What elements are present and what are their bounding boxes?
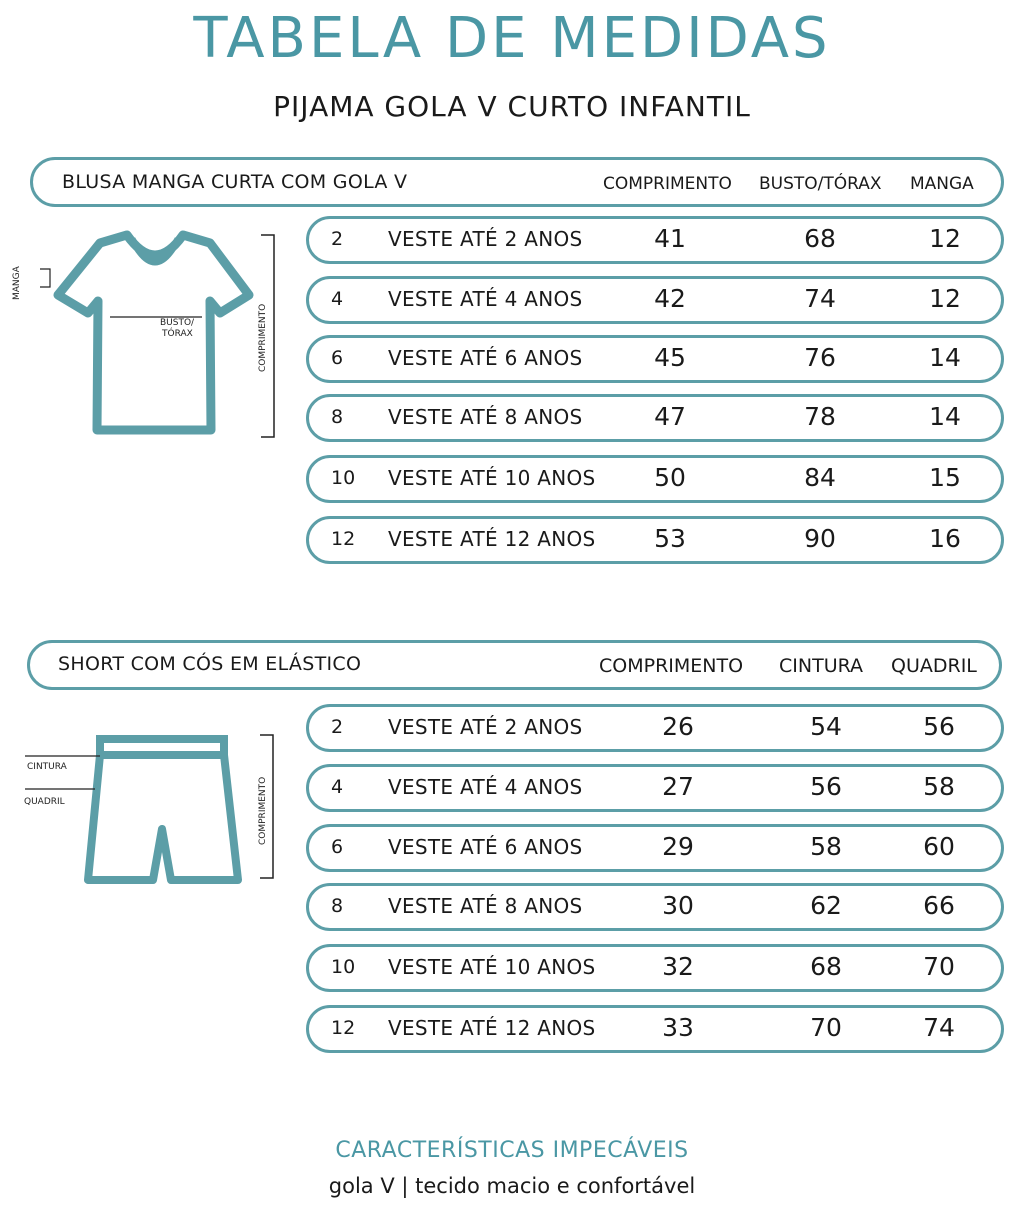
short-size-cell: 8 bbox=[331, 895, 344, 917]
page-title: TABELA DE MEDIDAS bbox=[193, 6, 831, 71]
short-measure-cell-2: 68 bbox=[810, 952, 842, 981]
blusa-col-manga: MANGA bbox=[910, 174, 974, 194]
tshirt-label-manga: MANGA bbox=[12, 266, 22, 300]
short-size-cell: 4 bbox=[331, 776, 344, 798]
blusa-col-comprimento: COMPRIMENTO bbox=[603, 174, 732, 194]
blusa-measure-cell-2: 78 bbox=[804, 402, 836, 431]
blusa-section-title: BLUSA MANGA CURTA COM GOLA V bbox=[62, 171, 408, 193]
blusa-measure-cell-3: 15 bbox=[929, 463, 961, 492]
blusa-size-cell: 4 bbox=[331, 288, 344, 310]
blusa-age-description-cell: VESTE ATÉ 2 ANOS bbox=[388, 227, 583, 251]
blusa-measure-cell-2: 90 bbox=[804, 524, 836, 553]
blusa-measure-cell-2: 74 bbox=[804, 284, 836, 313]
short-age-description-cell: VESTE ATÉ 12 ANOS bbox=[388, 1016, 596, 1040]
shorts-icon bbox=[15, 725, 285, 895]
short-measure-cell-1: 33 bbox=[662, 1013, 694, 1042]
blusa-measure-cell-1: 42 bbox=[654, 284, 686, 313]
blusa-col-busto: BUSTO/TÓRAX bbox=[759, 174, 882, 194]
short-measure-cell-3: 66 bbox=[923, 891, 955, 920]
blusa-age-description-cell: VESTE ATÉ 6 ANOS bbox=[388, 346, 583, 370]
blusa-age-description-cell: VESTE ATÉ 8 ANOS bbox=[388, 405, 583, 429]
short-col-cintura: CINTURA bbox=[779, 655, 864, 677]
page-subtitle: PIJAMA GOLA V CURTO INFANTIL bbox=[273, 90, 751, 123]
short-measure-cell-3: 56 bbox=[923, 712, 955, 741]
shorts-label-cintura: CINTURA bbox=[27, 762, 67, 772]
shorts-label-quadril: QUADRIL bbox=[24, 797, 65, 807]
blusa-size-cell: 6 bbox=[331, 347, 344, 369]
short-measure-cell-3: 74 bbox=[923, 1013, 955, 1042]
blusa-age-description-cell: VESTE ATÉ 10 ANOS bbox=[388, 466, 596, 490]
blusa-size-cell: 2 bbox=[331, 228, 344, 250]
short-age-description-cell: VESTE ATÉ 10 ANOS bbox=[388, 955, 596, 979]
tshirt-label-comprimento: COMPRIMENTO bbox=[258, 303, 268, 372]
short-size-cell: 2 bbox=[331, 716, 344, 738]
blusa-size-cell: 8 bbox=[331, 406, 344, 428]
blusa-age-description-cell: VESTE ATÉ 12 ANOS bbox=[388, 527, 596, 551]
short-section-title: SHORT COM CÓS EM ELÁSTICO bbox=[58, 653, 362, 675]
short-col-quadril: QUADRIL bbox=[891, 655, 977, 677]
short-measure-cell-2: 54 bbox=[810, 712, 842, 741]
blusa-size-cell: 12 bbox=[331, 528, 356, 550]
short-age-description-cell: VESTE ATÉ 8 ANOS bbox=[388, 894, 583, 918]
short-measure-cell-2: 56 bbox=[810, 772, 842, 801]
short-measure-cell-1: 26 bbox=[662, 712, 694, 741]
blusa-measure-cell-3: 12 bbox=[929, 284, 961, 313]
short-age-description-cell: VESTE ATÉ 6 ANOS bbox=[388, 835, 583, 859]
blusa-measure-cell-3: 14 bbox=[929, 343, 961, 372]
short-measure-cell-3: 60 bbox=[923, 832, 955, 861]
short-measure-cell-1: 29 bbox=[662, 832, 694, 861]
blusa-measure-cell-1: 50 bbox=[654, 463, 686, 492]
short-measure-cell-3: 58 bbox=[923, 772, 955, 801]
blusa-measure-cell-1: 45 bbox=[654, 343, 686, 372]
tshirt-label-busto-1: BUSTO/ bbox=[160, 318, 195, 328]
short-age-description-cell: VESTE ATÉ 2 ANOS bbox=[388, 715, 583, 739]
blusa-measure-cell-2: 68 bbox=[804, 224, 836, 253]
short-measure-cell-1: 30 bbox=[662, 891, 694, 920]
blusa-size-cell: 10 bbox=[331, 467, 356, 489]
blusa-measure-cell-1: 47 bbox=[654, 402, 686, 431]
short-size-cell: 12 bbox=[331, 1017, 356, 1039]
footer-title: CARACTERÍSTICAS IMPECÁVEIS bbox=[335, 1138, 689, 1163]
short-measure-cell-2: 62 bbox=[810, 891, 842, 920]
short-age-description-cell: VESTE ATÉ 4 ANOS bbox=[388, 775, 583, 799]
tshirt-label-busto-2: TÓRAX bbox=[162, 329, 193, 339]
short-col-comprimento: COMPRIMENTO bbox=[599, 655, 744, 677]
blusa-measure-cell-1: 41 bbox=[654, 224, 686, 253]
blusa-measure-cell-2: 76 bbox=[804, 343, 836, 372]
tshirt-icon bbox=[20, 225, 290, 445]
blusa-measure-cell-3: 12 bbox=[929, 224, 961, 253]
shorts-label-comprimento: COMPRIMENTO bbox=[258, 776, 268, 845]
blusa-measure-cell-2: 84 bbox=[804, 463, 836, 492]
short-measure-cell-1: 32 bbox=[662, 952, 694, 981]
blusa-age-description-cell: VESTE ATÉ 4 ANOS bbox=[388, 287, 583, 311]
short-measure-cell-3: 70 bbox=[923, 952, 955, 981]
short-size-cell: 10 bbox=[331, 956, 356, 978]
footer-text: gola V | tecido macio e confortável bbox=[328, 1174, 696, 1198]
blusa-measure-cell-3: 16 bbox=[929, 524, 961, 553]
blusa-measure-cell-3: 14 bbox=[929, 402, 961, 431]
short-measure-cell-2: 58 bbox=[810, 832, 842, 861]
short-measure-cell-1: 27 bbox=[662, 772, 694, 801]
short-measure-cell-2: 70 bbox=[810, 1013, 842, 1042]
blusa-measure-cell-1: 53 bbox=[654, 524, 686, 553]
short-size-cell: 6 bbox=[331, 836, 344, 858]
